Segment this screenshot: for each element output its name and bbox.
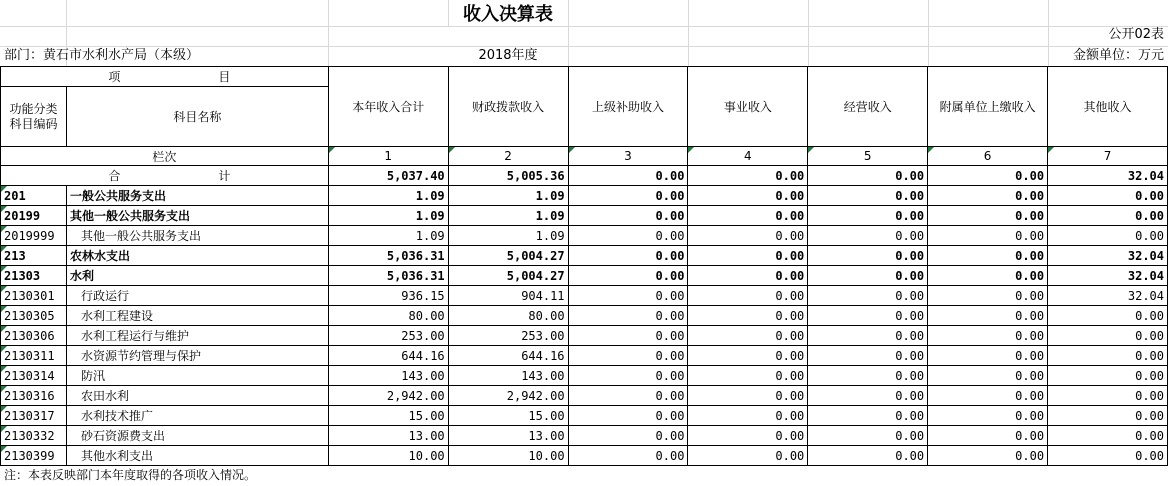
- row-value-4: 0.00: [688, 226, 808, 246]
- row-name: 其他一般公共服务支出: [66, 226, 328, 246]
- row-value-7: 0.00: [1048, 366, 1168, 386]
- total-value-5: 0.00: [808, 166, 928, 186]
- row-value-5: 0.00: [808, 366, 928, 386]
- table-row: [1, 306, 1168, 326]
- row-value-3: 0.00: [568, 326, 688, 346]
- row-code: 2130301: [1, 286, 67, 306]
- department-label: 部门：黄石市水利水产局（本级）: [4, 48, 200, 63]
- code-col-header: 功能分类科目编码: [1, 87, 67, 147]
- row-value-4: 0.00: [688, 186, 808, 206]
- row-value-6: 0.00: [928, 446, 1048, 466]
- row-value-7: 0.00: [1048, 446, 1168, 466]
- row-value-2: 1.09: [448, 206, 568, 226]
- row-value-6: 0.00: [928, 226, 1048, 246]
- col-number-3: 3: [568, 147, 688, 166]
- row-value-4: 0.00: [688, 366, 808, 386]
- income-table: [0, 66, 1168, 466]
- row-value-6: 0.00: [928, 206, 1048, 226]
- row-value-5: 0.00: [808, 306, 928, 326]
- row-value-4: 0.00: [688, 426, 808, 446]
- row-value-7: 32.04: [1048, 246, 1168, 266]
- row-value-6: 0.00: [928, 286, 1048, 306]
- row-value-3: 0.00: [568, 186, 688, 206]
- row-value-5: 0.00: [808, 286, 928, 306]
- row-value-4: 0.00: [688, 386, 808, 406]
- col-header-4: 事业收入: [688, 67, 808, 147]
- row-name: 农田水利: [66, 386, 328, 406]
- row-name: 其他水利支出: [66, 446, 328, 466]
- row-name: 水利技术推广: [66, 406, 328, 426]
- row-code: 20199: [1, 206, 67, 226]
- row-value-3: 0.00: [568, 446, 688, 466]
- row-name: 农林水支出: [66, 246, 328, 266]
- row-value-2: 143.00: [448, 366, 568, 386]
- table-row: [1, 286, 1168, 306]
- row-value-4: 0.00: [688, 346, 808, 366]
- name-col-header: 科目名称: [66, 87, 328, 147]
- row-value-5: 0.00: [808, 326, 928, 346]
- row-name: 水利: [66, 266, 328, 286]
- footnote: 注：本表反映部门本年度取得的各项收入情况。: [4, 468, 257, 482]
- row-value-5: 0.00: [808, 426, 928, 446]
- col-header-7: 其他收入: [1048, 67, 1168, 147]
- total-value-1: 5,037.40: [328, 166, 448, 186]
- row-value-2: 5,004.27: [448, 246, 568, 266]
- row-value-1: 5,036.31: [328, 246, 448, 266]
- row-value-7: 0.00: [1048, 186, 1168, 206]
- row-value-2: 15.00: [448, 406, 568, 426]
- row-name: 水利工程运行与维护: [66, 326, 328, 346]
- table-row: [1, 226, 1168, 246]
- row-value-1: 13.00: [328, 426, 448, 446]
- col-header-6: 附属单位上缴收入: [928, 67, 1048, 147]
- row-name: 防汛: [66, 366, 328, 386]
- row-value-3: 0.00: [568, 366, 688, 386]
- row-value-5: 0.00: [808, 246, 928, 266]
- row-value-3: 0.00: [568, 306, 688, 326]
- col-header-5: 经营收入: [808, 67, 928, 147]
- row-value-4: 0.00: [688, 406, 808, 426]
- row-code: 2130399: [1, 446, 67, 466]
- col-number-1: 1: [328, 147, 448, 166]
- row-value-1: 644.16: [328, 346, 448, 366]
- row-value-4: 0.00: [688, 326, 808, 346]
- row-value-6: 0.00: [928, 406, 1048, 426]
- row-name: 其他一般公共服务支出: [66, 206, 328, 226]
- row-value-3: 0.00: [568, 266, 688, 286]
- col-header-3: 上级补助收入: [568, 67, 688, 147]
- row-code: 21303: [1, 266, 67, 286]
- col-number-5: 5: [808, 147, 928, 166]
- total-value-7: 32.04: [1048, 166, 1168, 186]
- total-value-4: 0.00: [688, 166, 808, 186]
- row-value-4: 0.00: [688, 206, 808, 226]
- row-value-4: 0.00: [688, 286, 808, 306]
- row-value-7: 0.00: [1048, 386, 1168, 406]
- table-row: [1, 326, 1168, 346]
- lanci-label: 栏次: [1, 147, 329, 166]
- row-value-7: 0.00: [1048, 426, 1168, 446]
- col-number-7: 7: [1048, 147, 1168, 166]
- row-value-3: 0.00: [568, 246, 688, 266]
- row-value-5: 0.00: [808, 386, 928, 406]
- row-value-6: 0.00: [928, 346, 1048, 366]
- row-value-7: 0.00: [1048, 346, 1168, 366]
- row-value-2: 1.09: [448, 226, 568, 246]
- row-value-4: 0.00: [688, 446, 808, 466]
- table-row: [1, 186, 1168, 206]
- row-value-3: 0.00: [568, 206, 688, 226]
- table-row: [1, 406, 1168, 426]
- total-value-2: 5,005.36: [448, 166, 568, 186]
- row-value-5: 0.00: [808, 446, 928, 466]
- row-value-6: 0.00: [928, 246, 1048, 266]
- row-code: 2130305: [1, 306, 67, 326]
- row-value-1: 2,942.00: [328, 386, 448, 406]
- row-value-2: 80.00: [448, 306, 568, 326]
- row-value-6: 0.00: [928, 306, 1048, 326]
- row-value-2: 644.16: [448, 346, 568, 366]
- row-value-2: 1.09: [448, 186, 568, 206]
- row-value-1: 936.15: [328, 286, 448, 306]
- row-value-6: 0.00: [928, 366, 1048, 386]
- row-value-7: 0.00: [1048, 226, 1168, 246]
- row-name: 水资源节约管理与保护: [66, 346, 328, 366]
- col-number-4: 4: [688, 147, 808, 166]
- row-value-5: 0.00: [808, 406, 928, 426]
- row-value-3: 0.00: [568, 406, 688, 426]
- row-value-1: 1.09: [328, 226, 448, 246]
- row-value-2: 13.00: [448, 426, 568, 446]
- table-row: [1, 426, 1168, 446]
- form-number: 公开02表: [1108, 27, 1164, 42]
- row-value-6: 0.00: [928, 386, 1048, 406]
- row-value-2: 253.00: [448, 326, 568, 346]
- row-value-2: 2,942.00: [448, 386, 568, 406]
- row-value-1: 5,036.31: [328, 266, 448, 286]
- row-value-7: 32.04: [1048, 266, 1168, 286]
- row-value-2: 10.00: [448, 446, 568, 466]
- total-value-6: 0.00: [928, 166, 1048, 186]
- total-value-3: 0.00: [568, 166, 688, 186]
- total-label: 合 计: [1, 166, 329, 186]
- row-value-2: 904.11: [448, 286, 568, 306]
- col-number-2: 2: [448, 147, 568, 166]
- report-title: 收入决算表: [463, 4, 553, 25]
- row-value-2: 5,004.27: [448, 266, 568, 286]
- row-value-5: 0.00: [808, 346, 928, 366]
- row-value-7: 0.00: [1048, 326, 1168, 346]
- row-value-6: 0.00: [928, 326, 1048, 346]
- row-code: 213: [1, 246, 67, 266]
- row-value-7: 0.00: [1048, 306, 1168, 326]
- row-name: 一般公共服务支出: [66, 186, 328, 206]
- col-header-1: 本年收入合计: [328, 67, 448, 147]
- table-row: [1, 266, 1168, 286]
- row-value-3: 0.00: [568, 226, 688, 246]
- col-header-2: 财政拨款收入: [448, 67, 568, 147]
- row-code: 201: [1, 186, 67, 206]
- row-value-1: 253.00: [328, 326, 448, 346]
- row-value-1: 10.00: [328, 446, 448, 466]
- row-value-1: 15.00: [328, 406, 448, 426]
- table-row: [1, 386, 1168, 406]
- row-value-5: 0.00: [808, 206, 928, 226]
- amount-unit: 金额单位：万元: [1072, 48, 1164, 63]
- row-value-5: 0.00: [808, 186, 928, 206]
- table-row: [1, 366, 1168, 386]
- report-year: 2018年度: [478, 48, 538, 63]
- row-code: 2130332: [1, 426, 67, 446]
- row-value-6: 0.00: [928, 186, 1048, 206]
- table-row: [1, 206, 1168, 226]
- row-code: 2130311: [1, 346, 67, 366]
- row-value-3: 0.00: [568, 286, 688, 306]
- row-value-1: 80.00: [328, 306, 448, 326]
- row-value-7: 32.04: [1048, 286, 1168, 306]
- table-row: [1, 446, 1168, 466]
- row-code: 2130317: [1, 406, 67, 426]
- row-value-6: 0.00: [928, 426, 1048, 446]
- col-number-6: 6: [928, 147, 1048, 166]
- table-row: [1, 246, 1168, 266]
- row-value-4: 0.00: [688, 246, 808, 266]
- row-name: 行政运行: [66, 286, 328, 306]
- row-value-4: 0.00: [688, 306, 808, 326]
- row-code: 2130314: [1, 366, 67, 386]
- row-value-6: 0.00: [928, 266, 1048, 286]
- row-value-5: 0.00: [808, 226, 928, 246]
- table-row: [1, 346, 1168, 366]
- row-name: 水利工程建设: [66, 306, 328, 326]
- row-value-3: 0.00: [568, 426, 688, 446]
- row-value-7: 0.00: [1048, 406, 1168, 426]
- row-value-1: 1.09: [328, 186, 448, 206]
- row-value-1: 1.09: [328, 206, 448, 226]
- row-value-3: 0.00: [568, 346, 688, 366]
- row-value-1: 143.00: [328, 366, 448, 386]
- row-name: 砂石资源费支出: [66, 426, 328, 446]
- row-value-4: 0.00: [688, 266, 808, 286]
- row-value-7: 0.00: [1048, 206, 1168, 226]
- row-code: 2130306: [1, 326, 67, 346]
- row-value-5: 0.00: [808, 266, 928, 286]
- item-header: 项 目: [1, 67, 329, 87]
- row-value-3: 0.00: [568, 386, 688, 406]
- row-code: 2130316: [1, 386, 67, 406]
- row-code: 2019999: [1, 226, 67, 246]
